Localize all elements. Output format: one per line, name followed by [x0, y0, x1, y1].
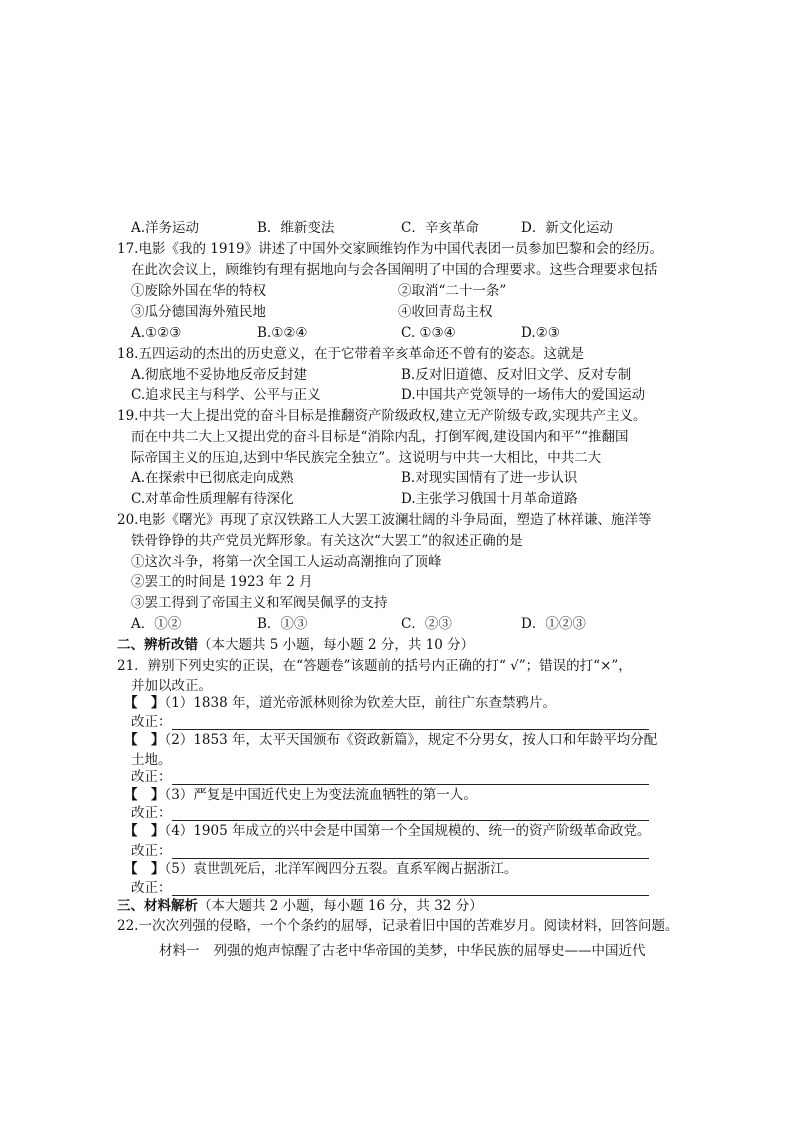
q17-stem-line1: 17.电影《我的 1919》讲述了中国外交家顾维钧作为中国代表团一员参加巴黎和会的经历。: [117, 241, 664, 257]
q21-item-5: [124, 860, 517, 878]
q19-option-a: A.在探索中已彻底走向成熟: [131, 470, 294, 486]
q21-stem-line2: 并加以改正。: [131, 678, 212, 694]
q21-item-3: [124, 786, 477, 804]
fix-label: 改正：: [131, 843, 172, 859]
q21-item-2-text: （2）1853 年，太平天国颁布《资政新篇》，规定不分男女，按人口和年龄平均分配: [164, 732, 658, 748]
material-text: 列强的炮声惊醒了古老中华帝国的美梦，中华民族的屈辱史——中国近代: [213, 943, 646, 959]
q18-option-b: B.反对旧道德、反对旧文学、反对专制: [401, 367, 632, 383]
fix-label: 改正：: [131, 769, 172, 785]
section-2-note: （本大题共 5 小题，每小题 2 分，共 10 分）: [198, 637, 475, 653]
q17-option-d: D.②③: [521, 325, 560, 341]
q17-option-b: B.①②④: [257, 325, 308, 341]
q21-item-5-text: （5）袁世凯死后，北洋军阀四分五裂。直系军阀占据浙江。: [164, 861, 518, 877]
q21-item-1-text: （1）1838 年，道光帝派林则徐为钦差大臣，前往广东查禁鸦片。: [164, 695, 556, 711]
q16-option-b: B．维新变法: [257, 220, 335, 236]
q20-option-a: A．①②: [131, 616, 182, 632]
q17-item-3: ③瓜分德国海外殖民地: [131, 304, 266, 320]
answer-bracket[interactable]: 【 】: [124, 787, 165, 803]
fix-label: 改正：: [131, 880, 172, 896]
fix-label: 改正：: [131, 805, 172, 821]
section-2-heading: [117, 636, 474, 654]
q17-item-1: ①废除外国在华的特权: [131, 283, 266, 299]
q22-stem: 22.一次次列强的侵略，一个个条约的屈辱，记录着旧中国的苦难岁月。阅读材料，回答问题。: [117, 918, 679, 934]
q21-item-2-continued: 土地。: [131, 752, 172, 768]
fix-answer-line[interactable]: [172, 858, 649, 859]
q17-item-2: ②取消“二十一条”: [398, 283, 507, 299]
fix-answer-line[interactable]: [172, 784, 649, 785]
q20-option-d: D．①②③: [521, 616, 586, 632]
q20-option-c: C．②③: [401, 616, 452, 632]
q21-item-1: [124, 694, 556, 712]
q19-stem-line2: 而在中共二大上又提出党的奋斗目标是“消除内乱，打倒军阀,建设国内和平”“推翻国: [131, 429, 629, 445]
answer-bracket[interactable]: 【 】: [124, 823, 165, 839]
q19-stem-line1: 19.中共一大上提出党的奋斗目标是推翻资产阶级政权,建立无产阶级专政,实现共产主义。: [117, 408, 647, 424]
q18-option-c: C.追求民主与科学、公平与正义: [131, 387, 321, 403]
q20-option-b: B．①③: [257, 616, 308, 632]
answer-bracket[interactable]: 【 】: [124, 732, 165, 748]
q20-item-3: ③罢工得到了帝国主义和军阀吴佩孚的支持: [131, 595, 388, 611]
q21-item-2: [124, 731, 657, 749]
q19-stem-line3: 际帝国主义的压迫,达到中华民族完全独立”。这说明与中共一大相比，中共二大: [131, 450, 602, 466]
q17-option-c: C. ①③④: [401, 325, 456, 341]
fix-answer-line[interactable]: [172, 729, 649, 730]
q19-option-d: D.主张学习俄国十月革命道路: [401, 491, 578, 507]
q18-option-a: A.彻底地不妥协地反帝反封建: [131, 367, 308, 383]
q17-option-a: A.①②③: [131, 325, 182, 341]
q16-option-d: D．新文化运动: [521, 220, 613, 236]
fix-label: 改正：: [131, 714, 172, 730]
fix-answer-line[interactable]: [172, 820, 649, 821]
q16-option-a: A.洋务运动: [131, 220, 200, 236]
q17-item-4: ④收回青岛主权: [398, 304, 493, 320]
q16-option-c: C．辛亥革命: [401, 220, 479, 236]
q19-option-b: B.对现实国情有了进一步认识: [401, 470, 578, 486]
q22-material-1: [159, 942, 646, 960]
q20-stem-line2: 铁骨铮铮的共产党员光辉形象。有关这次“大罢工”的叙述正确的是: [131, 533, 523, 549]
q20-stem-line1: 20.电影《曙光》再现了京汉铁路工人大罢工波澜壮阔的斗争局面，塑造了林祥谦、施洋等: [117, 512, 652, 528]
fix-answer-line[interactable]: [172, 895, 649, 896]
q18-option-d: D.中国共产党领导的一场伟大的爱国运动: [401, 387, 646, 403]
q21-stem-line1: 21．辨别下列史实的正误，在“答题卷”该题前的括号内正确的打“ √”；错误的打“×”，: [117, 658, 632, 674]
answer-bracket[interactable]: 【 】: [124, 695, 165, 711]
section-2-title: 二、辨析改错: [117, 637, 198, 653]
section-3-heading: [117, 897, 483, 915]
q20-item-2: ②罢工的时间是 1923 年 2 月: [131, 574, 313, 590]
material-label: 材料一: [159, 943, 200, 959]
section-3-title: 三、材料解析: [117, 898, 198, 914]
q20-item-1: ①这次斗争，将第一次全国工人运动高潮推向了顶峰: [131, 554, 442, 570]
answer-bracket[interactable]: 【 】: [124, 861, 165, 877]
q21-item-3-text: （3）严复是中国近代史上为变法流血牺牲的第一人。: [164, 787, 477, 803]
q21-item-4-text: （4）1905 年成立的兴中会是中国第一个全国规模的、统一的资产阶级革命政党。: [164, 823, 651, 839]
q19-option-c: C.对革命性质理解有待深化: [131, 491, 294, 507]
q21-item-4: [124, 822, 651, 840]
q17-stem-line2: 在此次会议上，顾维钧有理有据地向与会各国阐明了中国的合理要求。这些合理要求包括: [131, 262, 658, 278]
q18-stem: 18.五四运动的杰出的历史意义，在于它带着辛亥革命还不曾有的姿态。这就是: [117, 346, 584, 362]
section-3-note: （本大题共 2 小题，每小题 16 分，共 32 分）: [198, 898, 483, 914]
